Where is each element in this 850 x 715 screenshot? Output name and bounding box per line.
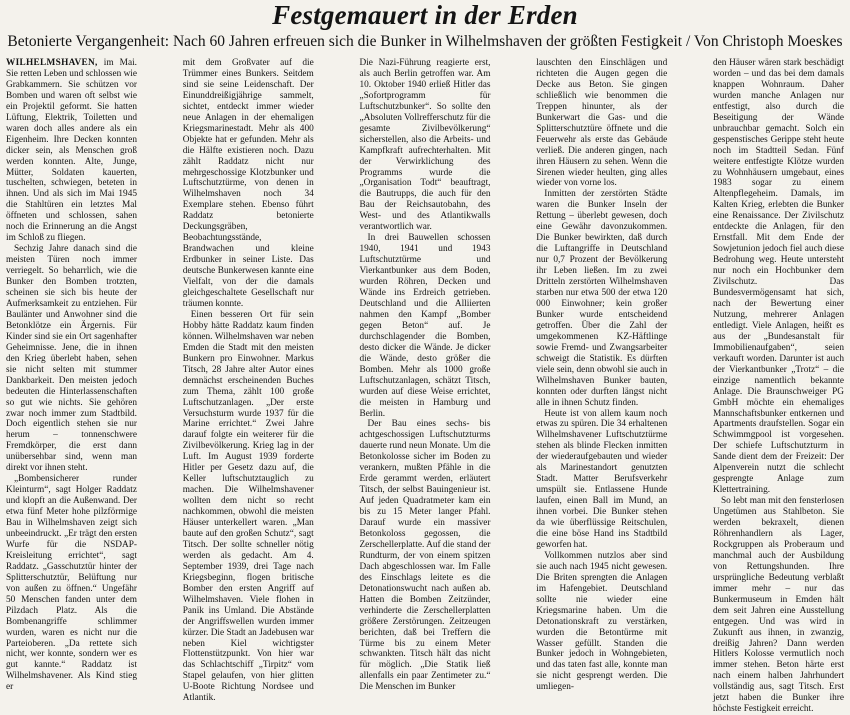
article-paragraph: Vollkommen nutzlos aber sind sie auch nach 1945 nicht gewesen. Die Briten sprengten die Anlagen im Hafengebiet. Deutschland sollte nie wieder eine Kriegsmarine haben. Um die Detonationskraft zu verstärken, wurden die Betontürme mit Wasser gefüllt. Standen die Bunker jedoch in Wohngebieten, und das taten fast alle, konnte man sie nicht gesprengt werden. Die umliegen- bbox=[536, 550, 668, 693]
article-paragraph: So lebt man mit den fensterlosen Ungetümen aus Stahlbeton. Sie werden bekraxelt, dienen Röhrenhandlern als Lager, Rockgruppen als Proberaum und manchmal auch der Ausbildung von Rettungshunden. Ihre ursprüngliche Bedeutung verblaßt immer mehr – nur das Bunkermuseum in Emden hält dem seit Jahren eine Ausstellung entgegen. Und was wird in Zukunft aus ihnen, in zwanzig, dreißig Jahren? Dann werden Hitlers Kolosse vermutlich noch immer stehen. Beton härte erst nach einem halben Jahrhundert vollständig aus, sagt Titsch. Erst jetzt haben die Bunker ihre höchste Festigkeit erreicht. bbox=[713, 496, 844, 715]
article-paragraph: lauschten den Einschlägen und richteten die Augen gegen die Decke aus Beton. Sie gingen schließlich wie benommen die Treppen hinunter, als der Bunkerwart die Gas- und die Splitterschutztüre öffnete und die Feuerwehr als erste das Gebäude verließ. Die anderen gingen, nach ihren Häusern zu sehen. Wenn die Sirenen wieder heulten, ging alles wieder von vorne los. bbox=[536, 58, 668, 189]
article-dateline: WILHELMSHAVEN, bbox=[6, 58, 98, 68]
article-column-4 bbox=[536, 58, 668, 693]
article-headline: Festgemauert in der Erden bbox=[272, 0, 578, 30]
article-column-1 bbox=[6, 58, 137, 693]
article-paragraph: Einen besseren Ort für sein Hobby hätte Raddatz kaum finden können. Wilhelmshaven war neben Emden die Stadt mit den meisten Bunkern pro Einwohner. Markus Titsch, 28 Jahre alter Autor eines demnächst erscheinenden Buches zum Thema, zählt 100 große Luftschutzanlagen. „Der erste Versuchsturm wurde 1937 für die Marine errichtet.“ Zwei Jahre darauf folgte ein weiterer für die Zivilbevölkerung. Krieg lag in der Luft. Im August 1939 forderte Hitler per Gesetz dazu auf, die Keller luftschutztauglich zu machen. Die Wilhelmshavener wollten dem nicht so recht nachkommen, obwohl die meisten Häuser unterkellert waren. „Man baute auf den großen Schutz“, sagt Titsch. Der sollte schneller nötig werden als gedacht. Am 4. September 1939, drei Tage nach Kriegsbeginn, flogen britische Bomber den ersten Angriff auf Wilhelmshaven. Viele flohen in Panik ins Umland. Die Abstände der Angriffswellen wurden immer kürzer. Die Stadt an Jadebusen war neben Kiel wichtigster Flottenstützpunkt. Von hier war das Schlachtschiff „Tirpitz“ vom Stapel gelaufen, von hier glitten U-Boote Richtung Nordsee und Atlantik. bbox=[182, 309, 314, 704]
article-paragraph: In drei Bauwellen schossen 1940, 1941 und 1943 Luftschutztürme und Vierkantbunker aus dem Boden, wurden Röhren, Decken und Wände ins Erdreich getrieben. Deutschland und die Alliierten nahmen den Kampf „Bomber gegen Beton“ auf. Je durchschlagender die Bomben, desto dicker die Wände. Je dicker die Wände, desto größer die Bomben. Mehr als 1000 große Luftschutzanlagen, schätzt Titsch, wurden auf diese Weise errichtet, die meisten in Hamburg und Berlin. bbox=[359, 233, 491, 419]
article-paragraph: mit dem Großvater auf die Trümmer eines Bunkers. Seitdem sind sie seine Leidenschaft. Der Einunddreißigjährige sammelt, sichtet, entdeckt immer wieder neue Anlagen in der ehemaligen Kriegsmarinestadt. Mehr als 400 Objekte hat er gefunden. Mehr als die Hälfte existieren noch. Dazu zählt Raddatz nicht nur mehrgeschossige Klotzbunker und Luftschutztürme, von denen in Wilhelmshaven noch 34 Exemplare stehen. Ebenso führt Raddatz betonierte Deckungsgräben, Beobachtungsstände, Brandwachen und kleine Erdbunker in seiner Liste. Das deutsche Bunkerwesen kannte eine Vielfalt, von der die damals gleichgeschaltete Gesellschaft nur träumen konnte. bbox=[182, 58, 314, 309]
article-paragraph: Sechzig Jahre danach sind die meisten Türen noch immer verriegelt. So beharrlich, wie die Bunker den Bomben trotzten, scheinen sie sich bis heute der Aufmerksamkeit zu entziehen. Für Baulänter und Anwohner sind die Betonklötze ein Ärgernis. Für Kinder sind sie ein Ort sagenhafter Geheimnisse. Jene, die in ihnen den Krieg überlebt haben, sehen sie nicht selten mit stummer Dankbarkeit. Den meisten jedoch bedeuten die Hinterlassenschaften so gut wie nichts. Sie gehören zwar noch immer zum Stadtbild. Doch eigentlich stehen sie nur herum – tonnenschwere Fremdkörper, die erst dann unübersehbar sind, wenn man direkt vor ihnen steht. bbox=[6, 244, 137, 474]
article-subhead: Betonierte Vergangenheit: Nach 60 Jahren erfreuen sich die Bunker in Wilhelmshaven der größten Festigkeit / Von Christoph Moeskes bbox=[7, 33, 843, 50]
article-column-5 bbox=[713, 58, 844, 715]
article-column-3 bbox=[359, 58, 491, 693]
article-paragraph: den Häuser wären stark beschädigt worden – und das bei dem damals knappen Wohnraum. Daher wurden manche Anlagen nur entfestigt, also durch die Beseitigung der Wände unbrauchbar gemacht. Solch ein gespenstisches Gerippe steht heute noch im Stadtteil Sedan. Fünf weitere entfestigte Klötze wurden zu Wohnhäusern umgebaut, eines 1983 sogar zu einem Altenpflegeheim. Damals, im Kalten Krieg, erlebten die Bunker eine Renaissance. Der Zivilschutz entdeckte die Anlagen, für den Ernstfall. Mit dem Ende der Sowjetunion jedoch fiel auch diese Bedrohung weg. Heute untersteht nur noch ein Hochbunker dem Zivilschutz. Das Bundesvermögensamt hat sich, nach der Bewertung einer Nutzung, mehrerer Anlagen entledigt. Viele Anlagen, heißt es aus der „Bundesanstalt für Immobilienaufgaben“, seien verkauft worden. Darunter ist auch der Vierkantbunker „Trotz“ – die einzige namentlich bekannte Anlage. Die Braunschweiger PG GmbH möchte ein ehemaliges Mannschaftsbunker entkernen und Apartments draufstellen. Sogar ein Schwimmgpool ist vorgesehen. Der schiefe Luftschutzturm in Sande dient dem der Freizeit: Der Alpenverein nutzt die schlecht gesprengte Anlage zum Klettertraining. bbox=[713, 58, 844, 496]
article-paragraph-text: im Mai. Sie retten Leben und schlossen wie Grabkammern. Sie schützen vor Bomben und waren oft selbst wie ein Projektil geformt. Sie hatten Lüftung, Elektrik, Toiletten und waren doch alles andere als ein Eigenheim. Ihre Decken konnten dicker sein, als Menschen groß werden konnten. Alte, Junge, Mütter, Soldaten kauerten, tuschelten, schwiegen, beteten in ihnen. Und als sich im Mai 1945 die Stahltüren ein letztes Mal öffneten und schlossen, sahen noch die Erinnerung an die Angst im Schloß zu fliegen. bbox=[6, 58, 137, 244]
article-columns bbox=[6, 58, 844, 715]
article-column-2 bbox=[182, 58, 314, 704]
article-paragraph: Die Nazi-Führung reagierte erst, als auch Berlin getroffen war. Am 10. Oktober 1940 erließ Hitler das „Sofortprogramm für Luftschutzbunker“. So sollte den „Absoluten Vollrefferschutz für die gesamte Zivilbevölkerung“ sicherstellen, also die Arbeits- und Kampfkraft aufrechterhalten. Mit der Verwirklichung des Programms wurde die „Organisation Todt“ beauftragt, die Bautrupps, die auch für den Bau der Reichsautobahn, des West- und des Atlantikwalls verantwortlich war. bbox=[359, 58, 491, 233]
article-paragraph bbox=[6, 58, 137, 244]
article-paragraph: Heute ist von allem kaum noch etwas zu spüren. Die 34 erhaltenen Wilhelmshavener Luftschutztürme stehen als blinde Flecken inmitten der wiederaufgebauten und wieder als Marinestandort genutzten Stadt. Matter Berufsverkehr umspült sie. Entlassene Hunde laufen, einen Ball im Mund, an ihnen vorbei. Die Bunker stehen da wie überflüssige Reitschulen, die eine böse Hand ins Stadtbild geworfen hat. bbox=[536, 408, 668, 550]
article-paragraph: Inmitten der zerstörten Städte waren die Bunker Inseln der Rettung – überlebt gewesen, doch eine Gewähr davonzukommen. Die Bunker bewirkten, daß durch die Luftangriffe in Deutschland nur 0,7 Prozent der Bevölkerung ihr Leben ließen. Im zu zwei Dritteln zerstörten Wilhelmshaven starben nur etwa 500 der etwa 120 000 Einwohner; kein großer Bunker wurde entscheidend getroffen. Über die Zahl der umgekommenen KZ-Häftlinge sowie Fremd- und Zwangsarbeiter schweigt die Statistik. Es dürften viele sein, denn obwohl sie auch in Wilhelmshaven Bunker bauten, konnten oder durften längst nicht alle in ihnen Schutz finden. bbox=[536, 189, 668, 408]
article-paragraph: Der Bau eines sechs- bis achtgeschossigen Luftschutzturms dauerte rund neun Monate. Um die Betonkolosse sicher im Boden zu verankern, mußten Pfähle in die Erde gerammt werden, erläutert Titsch, der selbst Bauingenieur ist. Auf jeden Quadratmeter kam ein bis zu 15 Meter langer Pfahl. Darauf wurde ein massiver Betonkoloss gegossen, die Zerschellerplatte. Auf die stand der Rundturm, der von einem spitzen Dach abgeschlossen war. Im Falle des Einschlags leitete es die Detonationswucht nach außen ab. Hatten die Bomben Zeitzünder, verhinderte die Zerschellerplatten größere Zerstörungen. Zeitzeugen berichten, daß bei Treffern die Türme bis zu einem Meter schwankten. Titsch hält das nicht für möglich. „Die Statik ließ allenfalls ein paar Zentimeter zu.“ Die Menschen im Bunker bbox=[359, 419, 491, 693]
article-paragraph: „Bombensicherer runder Kleinturm“, sagt Holger Raddatz und klopft an die Außenwand. Der etwa fünf Meter hohe pilzförmige Bau in Wilhelmshaven zeigt sich unbeeindruckt. „Er trägt den ersten Wurfe für die NSDAP-Kreisleitung errichtet“, sagt Raddatz. „Gasschutztür hinter der Splitterschutztür, Belüftung nur von außen zu öffnen.“ Ungefähr 50 Menschen fanden unter dem Pilzdach Platz. Als die Bombenangriffe schlimmer wurden, waren es nicht nur die Parteioberen. „Da rettete sich nicht, wer konnte, sondern wer es gut kannte.“ Raddatz ist Wilhelmshavener. Als Kind stieg er bbox=[6, 474, 137, 693]
